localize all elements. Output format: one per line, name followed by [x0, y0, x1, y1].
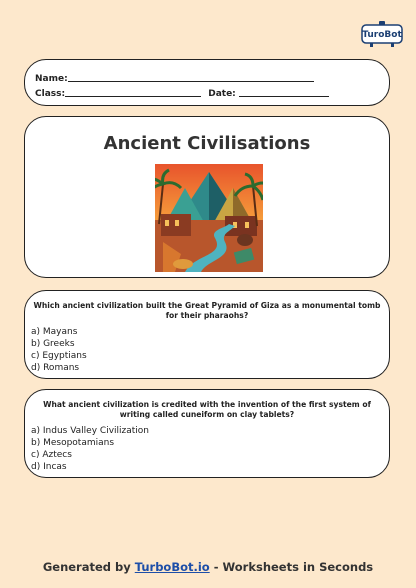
question-1-option-b[interactable]: b) Greeks	[31, 339, 75, 349]
class-label: Class:	[35, 89, 66, 99]
turbobot-link[interactable]: TurboBot.io	[134, 560, 210, 574]
question-1-option-c[interactable]: c) Egyptians	[31, 351, 87, 361]
footer-suffix: - Worksheets in Seconds	[209, 560, 374, 574]
worksheet-title: Ancient Civilisations	[103, 133, 311, 154]
question-1-option-a[interactable]: a) Mayans	[31, 327, 78, 337]
question-2-option-a[interactable]: a) Indus Valley Civilization	[31, 426, 150, 436]
date-label: Date:	[208, 89, 236, 99]
question-2-text: What ancient civilization is credited with the invention of the first system of writing called cuneiform on clay tablets?	[43, 400, 371, 419]
name-label: Name:	[35, 74, 68, 84]
name-row	[35, 73, 314, 84]
student-info-card	[24, 59, 390, 106]
svg-text:TuroBot: TuroBot	[362, 30, 402, 40]
class-field[interactable]	[65, 88, 201, 97]
turobot-logo	[360, 20, 404, 48]
question-2-options	[31, 425, 149, 473]
pyramids-image-icon	[155, 164, 263, 272]
footer	[0, 560, 416, 574]
robot-logo-icon	[360, 20, 404, 48]
footer-prefix: Generated by	[42, 560, 135, 574]
title-card	[24, 116, 390, 278]
question-2-option-d[interactable]: d) Incas	[31, 462, 67, 472]
question-card-1	[24, 290, 390, 379]
pyramids-illustration	[155, 164, 263, 272]
question-2-option-c[interactable]: c) Aztecs	[31, 450, 72, 460]
date-field[interactable]	[239, 88, 329, 97]
question-1-options	[31, 326, 87, 374]
class-date-row	[35, 88, 329, 99]
name-field[interactable]	[68, 73, 314, 82]
question-1-option-d[interactable]: d) Romans	[31, 363, 80, 373]
question-1-text: Which ancient civilization built the Great Pyramid of Giza as a monumental tomb for their pharaohs?	[33, 301, 381, 320]
question-2-option-b[interactable]: b) Mesopotamians	[31, 438, 115, 448]
question-card-2	[24, 389, 390, 478]
